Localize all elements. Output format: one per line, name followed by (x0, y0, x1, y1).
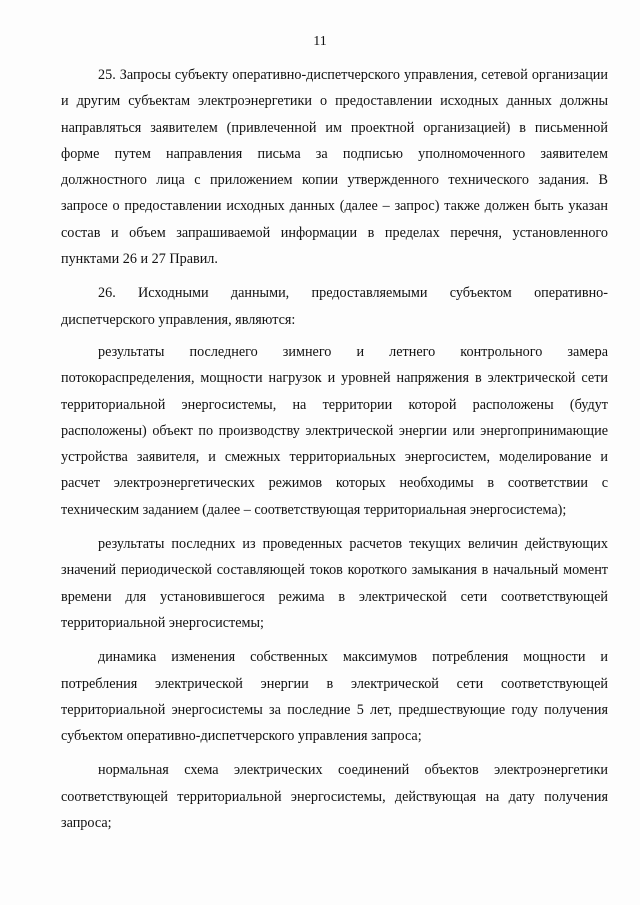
document-body (61, 62, 608, 836)
paragraph-25: 25. Запросы субъекту оперативно-диспетчерского управления, сетевой организации и другим субъектам электроэнергетики о предоставлении исходных данных должны направляться заявителем (привлеченной им проектной организацией) в письменной форме путем направления письма за подписью уполномоченного заявителем должностного лица с приложением копии утвержденного технического задания. В запросе о предоставлении исходных данных (далее – запрос) также должен быть указан состав и объем запрашиваемой информации в пределах перечня, установленного пунктами 26 и 27 Правил. (61, 67, 608, 268)
list-item-short-circuit-calculations: результаты последних из проведенных расчетов текущих величин действующих значений периодической составляющей токов короткого замыкания в начальный момент времени для установившегося режима в электрической сети соответствующей территориальной энергосистемы; (61, 536, 608, 631)
list-item-normal-scheme: нормальная схема электрических соединений объектов электроэнергетики соответствующей территориальной энергосистемы, действующая на дату получения запроса; (61, 762, 608, 832)
page-number: 11 (313, 34, 327, 49)
list-item-consumption-dynamics: динамика изменения собственных максимумов потребления мощности и потребления электрической энергии в электрической сети соответствующей территориальной энергосистемы за последние 5 лет, предшествующие году получения субъектом оперативно-диспетчерского управления запроса; (61, 649, 608, 745)
paragraph-26: 26. Исходными данными, предоставляемыми субъектом оперативно-диспетчерского управления, являются: (61, 285, 608, 328)
list-item-control-measurements: результаты последнего зимнего и летнего контрольного замера потокораспределения, мощности нагрузок и уровней напряжения в электрической сети территориальной энергосистемы, на территории которой расположены (будут расположены) объект по производству электрической энергии или энергопринимающие устройства заявителя, и смежных территориальных энергосистем, моделирование и расчет электроэнергетических режимов которых необходимы в соответствии с техническим заданием (далее – соответствующая территориальная энергосистема); (61, 343, 608, 518)
